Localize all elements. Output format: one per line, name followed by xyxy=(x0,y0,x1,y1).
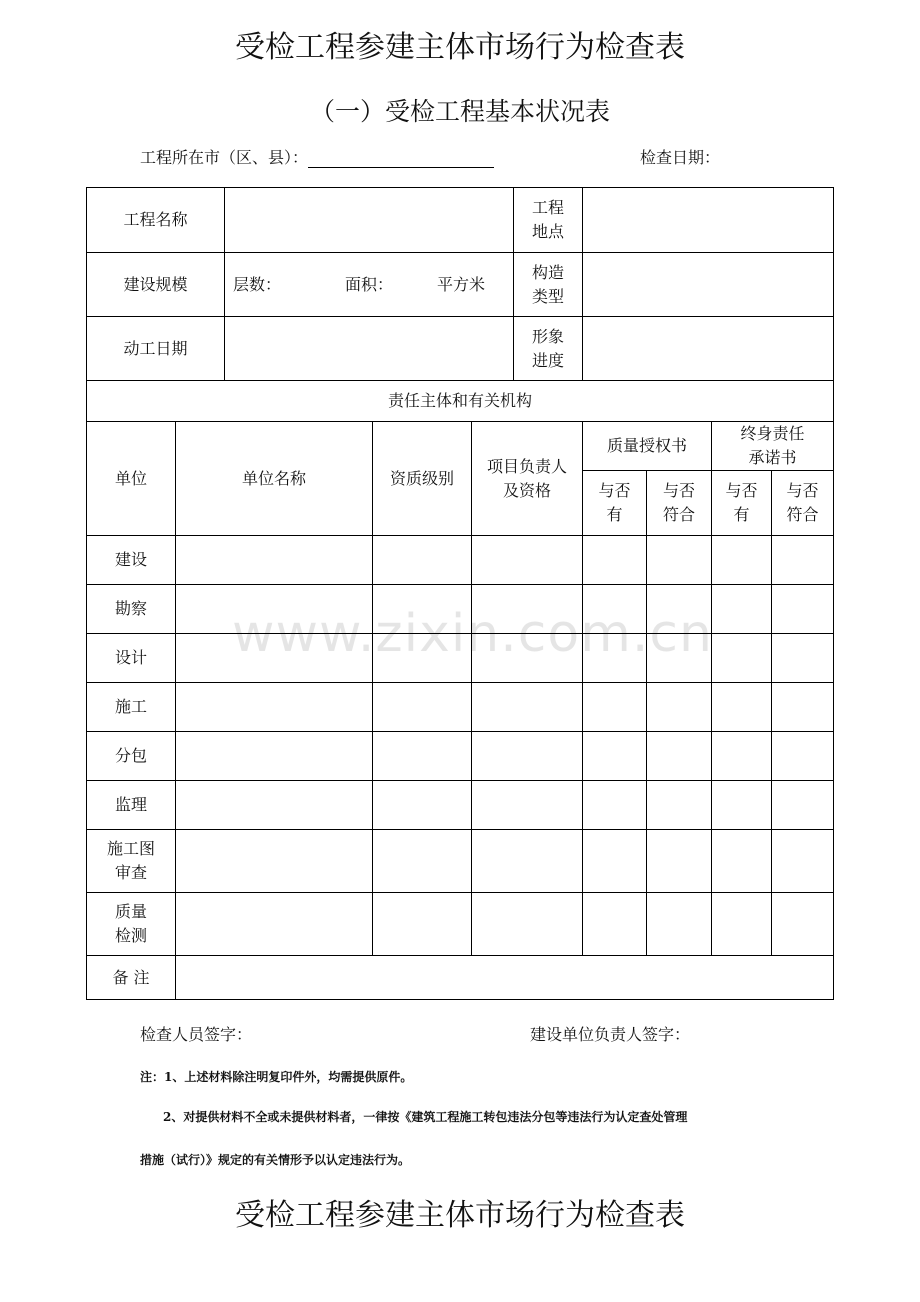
sqm-label: 平方米 xyxy=(437,274,486,294)
unit-row xyxy=(87,585,834,634)
project-place-cell[interactable] xyxy=(583,188,834,253)
unit-row xyxy=(87,683,834,732)
location-input-line[interactable] xyxy=(308,149,494,168)
unit-row-label: 施工 xyxy=(87,683,176,732)
scale-cell[interactable] xyxy=(225,253,514,317)
project-name-cell[interactable] xyxy=(225,188,514,253)
auth-has-cell[interactable] xyxy=(583,781,647,830)
commit-match-cell[interactable] xyxy=(772,732,834,781)
auth-match-header: 与否 符合 xyxy=(647,471,712,536)
auth-has-cell[interactable] xyxy=(583,830,647,893)
auth-has-cell[interactable] xyxy=(583,634,647,683)
structure-type-label: 构造 类型 xyxy=(514,253,583,317)
form-subtitle: （一）受检工程基本状况表 xyxy=(309,97,610,126)
unit-name-cell[interactable] xyxy=(176,781,373,830)
commit-has-header: 与否 有 xyxy=(712,471,772,536)
start-date-cell[interactable] xyxy=(225,317,514,381)
unit-row xyxy=(87,830,834,893)
qualification-cell[interactable] xyxy=(373,683,472,732)
commit-has-cell[interactable] xyxy=(712,585,772,634)
manager-cell[interactable] xyxy=(472,536,583,585)
commit-has-cell[interactable] xyxy=(712,732,772,781)
location-field xyxy=(140,145,494,168)
col-unit-header: 单位 xyxy=(87,422,176,536)
scale-label: 建设规模 xyxy=(87,253,225,317)
manager-cell[interactable] xyxy=(472,893,583,956)
inspection-date-label: 检查日期： xyxy=(640,148,721,167)
col-qualification-header: 资质级别 xyxy=(373,422,472,536)
manager-cell[interactable] xyxy=(472,830,583,893)
commit-has-cell[interactable] xyxy=(712,634,772,683)
unit-name-cell[interactable] xyxy=(176,893,373,956)
inspector-signature-label: 检查人员签字： xyxy=(140,1025,253,1044)
qualification-cell[interactable] xyxy=(373,585,472,634)
commit-match-cell[interactable] xyxy=(772,893,834,956)
area-label: 面积： xyxy=(345,274,394,294)
unit-row xyxy=(87,732,834,781)
note-1: 注：1、上述材料除注明复印件外，均需提供原件。 xyxy=(140,1070,413,1084)
auth-has-cell[interactable] xyxy=(583,732,647,781)
auth-has-header: 与否 有 xyxy=(583,471,647,536)
commit-match-cell[interactable] xyxy=(772,585,834,634)
unit-name-cell[interactable] xyxy=(176,634,373,683)
col-auth-header: 质量授权书 xyxy=(583,422,712,471)
col-manager-header: 项目负责人 及资格 xyxy=(472,422,583,536)
commit-match-cell[interactable] xyxy=(772,683,834,732)
manager-cell[interactable] xyxy=(472,585,583,634)
auth-match-cell[interactable] xyxy=(647,634,712,683)
auth-match-cell[interactable] xyxy=(647,585,712,634)
commit-has-cell[interactable] xyxy=(712,781,772,830)
auth-match-cell[interactable] xyxy=(647,830,712,893)
unit-row xyxy=(87,536,834,585)
manager-cell[interactable] xyxy=(472,634,583,683)
floors-label: 层数： xyxy=(233,274,282,294)
note-2: 2、对提供材料不全或未提供材料者，一律按《建筑工程施工转包违法分包等违法行为认定查处管理 xyxy=(163,1110,688,1124)
unit-row xyxy=(87,893,834,956)
progress-cell[interactable] xyxy=(583,317,834,381)
qualification-cell[interactable] xyxy=(373,830,472,893)
inspection-table xyxy=(86,187,834,1000)
auth-has-cell[interactable] xyxy=(583,893,647,956)
note-3: 措施（试行）》规定的有关情形予以认定违法行为。 xyxy=(140,1153,411,1167)
commit-match-cell[interactable] xyxy=(772,634,834,683)
auth-has-cell[interactable] xyxy=(583,683,647,732)
unit-row xyxy=(87,634,834,683)
auth-match-cell[interactable] xyxy=(647,683,712,732)
unit-row-label: 设计 xyxy=(87,634,176,683)
commit-has-cell[interactable] xyxy=(712,536,772,585)
commit-has-cell[interactable] xyxy=(712,683,772,732)
progress-label: 形象 进度 xyxy=(514,317,583,381)
commit-match-cell[interactable] xyxy=(772,830,834,893)
unit-row-label: 监理 xyxy=(87,781,176,830)
watermark-text: www.zixin.com.cn xyxy=(232,604,713,664)
remarks-label: 备 注 xyxy=(87,956,176,1000)
auth-match-cell[interactable] xyxy=(647,781,712,830)
auth-match-cell[interactable] xyxy=(647,893,712,956)
unit-rows xyxy=(87,536,834,956)
unit-row-label: 建设 xyxy=(87,536,176,585)
unit-row-label: 勘察 xyxy=(87,585,176,634)
col-commit-header: 终身责任 承诺书 xyxy=(712,422,834,471)
auth-match-cell[interactable] xyxy=(647,536,712,585)
unit-name-cell[interactable] xyxy=(176,830,373,893)
start-date-label: 动工日期 xyxy=(87,317,225,381)
auth-match-cell[interactable] xyxy=(647,732,712,781)
col-unit-name-header: 单位名称 xyxy=(176,422,373,536)
repeated-document-title: 受检工程参建主体市场行为检查表 xyxy=(235,1198,685,1233)
remarks-cell[interactable] xyxy=(176,956,834,1000)
manager-cell[interactable] xyxy=(472,683,583,732)
unit-name-cell[interactable] xyxy=(176,585,373,634)
commit-has-cell[interactable] xyxy=(712,893,772,956)
commit-match-cell[interactable] xyxy=(772,781,834,830)
qualification-cell[interactable] xyxy=(373,536,472,585)
unit-name-cell[interactable] xyxy=(176,683,373,732)
commit-match-header: 与否 符合 xyxy=(772,471,834,536)
commit-match-cell[interactable] xyxy=(772,536,834,585)
commit-has-cell[interactable] xyxy=(712,830,772,893)
section-title: 责任主体和有关机构 xyxy=(87,381,834,422)
auth-has-cell[interactable] xyxy=(583,536,647,585)
document-title: 受检工程参建主体市场行为检查表 xyxy=(235,30,685,65)
owner-signature-label: 建设单位负责人签字： xyxy=(530,1025,691,1044)
qualification-cell[interactable] xyxy=(373,893,472,956)
project-name-label: 工程名称 xyxy=(87,188,225,253)
unit-row-label: 分包 xyxy=(87,732,176,781)
project-place-label: 工程 地点 xyxy=(514,188,583,253)
qualification-cell[interactable] xyxy=(373,634,472,683)
structure-type-cell[interactable] xyxy=(583,253,834,317)
location-label: 工程所在市（区、县）： xyxy=(140,148,309,167)
qualification-cell[interactable] xyxy=(373,732,472,781)
unit-name-cell[interactable] xyxy=(176,536,373,585)
unit-row-label: 施工图 审查 xyxy=(87,830,176,893)
manager-cell[interactable] xyxy=(472,781,583,830)
unit-row-label: 质量 检测 xyxy=(87,893,176,956)
auth-has-cell[interactable] xyxy=(583,585,647,634)
qualification-cell[interactable] xyxy=(373,781,472,830)
unit-name-cell[interactable] xyxy=(176,732,373,781)
manager-cell[interactable] xyxy=(472,732,583,781)
unit-row xyxy=(87,781,834,830)
